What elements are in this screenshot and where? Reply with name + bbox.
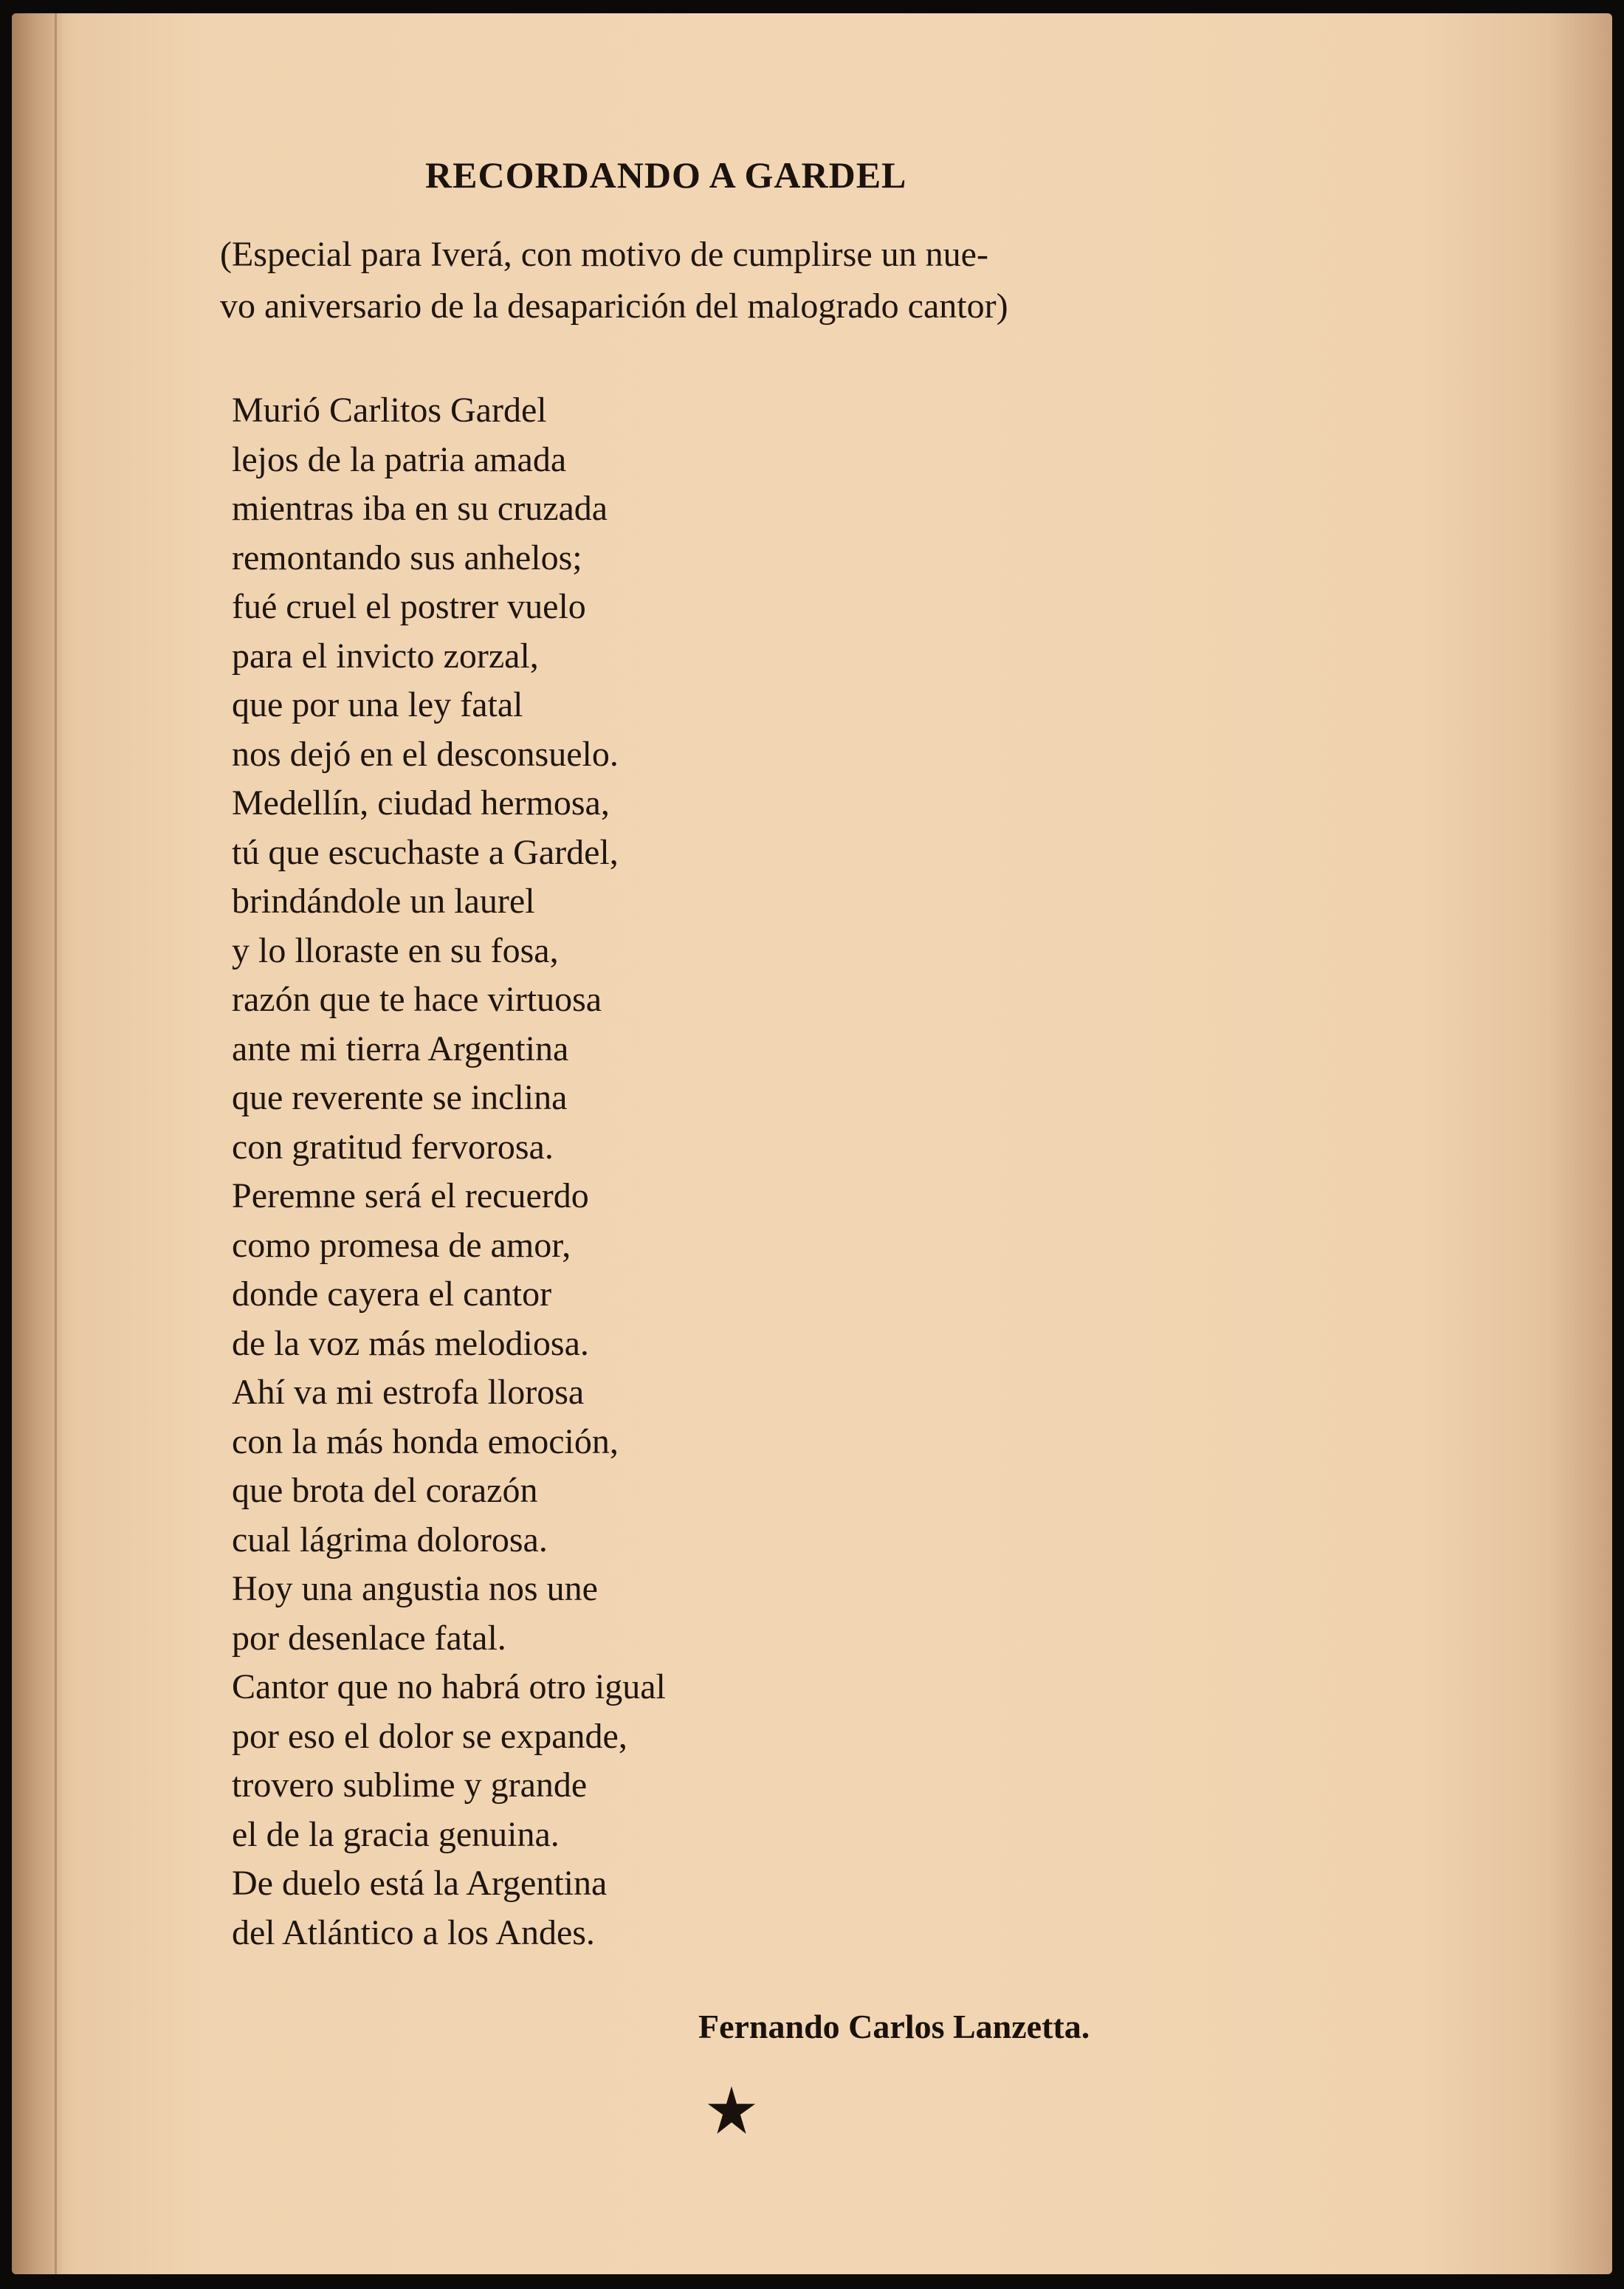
poem-line: De duelo está la Argentina bbox=[232, 1864, 608, 1903]
poem-line: con la más honda emoción, bbox=[232, 1421, 619, 1461]
poem-line: y lo lloraste en su fosa, bbox=[232, 930, 559, 970]
poem-line: lejos de la patria amada bbox=[232, 439, 567, 479]
poem-dedication bbox=[220, 229, 1253, 332]
poem-line: por desenlace fatal. bbox=[232, 1618, 506, 1658]
poem-line: Peremne será el recuerdo bbox=[232, 1176, 589, 1215]
poem-line: donde cayera el cantor bbox=[232, 1274, 552, 1314]
poem-line: Hoy una angustia nos une bbox=[232, 1569, 598, 1608]
book-page bbox=[12, 13, 1612, 2274]
poem-line: que brota del corazón bbox=[232, 1471, 538, 1510]
poem-line: el de la gracia genuina. bbox=[232, 1814, 560, 1854]
poem-line: ante mi tierra Argentina bbox=[232, 1029, 569, 1068]
poem-line: nos dejó en el desconsuelo. bbox=[232, 734, 619, 774]
poem-line: Ahí va mi estrofa llorosa bbox=[232, 1373, 585, 1412]
poem-line: Medellín, ciudad hermosa, bbox=[232, 783, 610, 823]
poem-line: por eso el dolor se expande, bbox=[232, 1716, 627, 1756]
poem-line: que por una ley fatal bbox=[232, 685, 523, 724]
poem-line: como promesa de amor, bbox=[232, 1225, 571, 1265]
poem-line: Murió Carlitos Gardel bbox=[232, 391, 547, 430]
star-icon bbox=[706, 2085, 757, 2137]
poem-line: del Atlántico a los Andes. bbox=[232, 1912, 595, 1952]
poem-line: razón que te hace virtuosa bbox=[232, 980, 602, 1019]
poem-line: remontando sus anhelos; bbox=[232, 538, 582, 577]
poem-line: fué cruel el postrer vuelo bbox=[232, 587, 586, 626]
binding-crease bbox=[55, 13, 57, 2274]
poem-line: cual lágrima dolorosa. bbox=[232, 1520, 548, 1559]
poem-line: trovero sublime y grande bbox=[232, 1765, 588, 1805]
poem-line: tú que escuchaste a Gardel, bbox=[232, 832, 619, 872]
poem-author: Fernando Carlos Lanzetta. bbox=[698, 2008, 1090, 2045]
poem-line: con gratitud fervorosa. bbox=[232, 1127, 554, 1167]
poem-line: de la voz más melodiosa. bbox=[232, 1323, 589, 1363]
dedication-line: vo aniversario de la desaparición del malogrado cantor) bbox=[220, 286, 1008, 326]
poem-line: para el invicto zorzal, bbox=[232, 636, 539, 676]
poem-title: RECORDANDO A GARDEL bbox=[425, 154, 907, 196]
bleed-through-texture bbox=[1186, 124, 1599, 2132]
dedication-line: (Especial para Iverá, con motivo de cumplirse un nue- bbox=[220, 235, 988, 274]
poem-body bbox=[232, 386, 1118, 1957]
poem-line: mientras iba en su cruzada bbox=[232, 489, 608, 528]
poem-line: brindándole un laurel bbox=[232, 882, 535, 921]
poem-line: que reverente se inclina bbox=[232, 1078, 568, 1117]
poem-line: Cantor que no habrá otro igual bbox=[232, 1667, 666, 1706]
